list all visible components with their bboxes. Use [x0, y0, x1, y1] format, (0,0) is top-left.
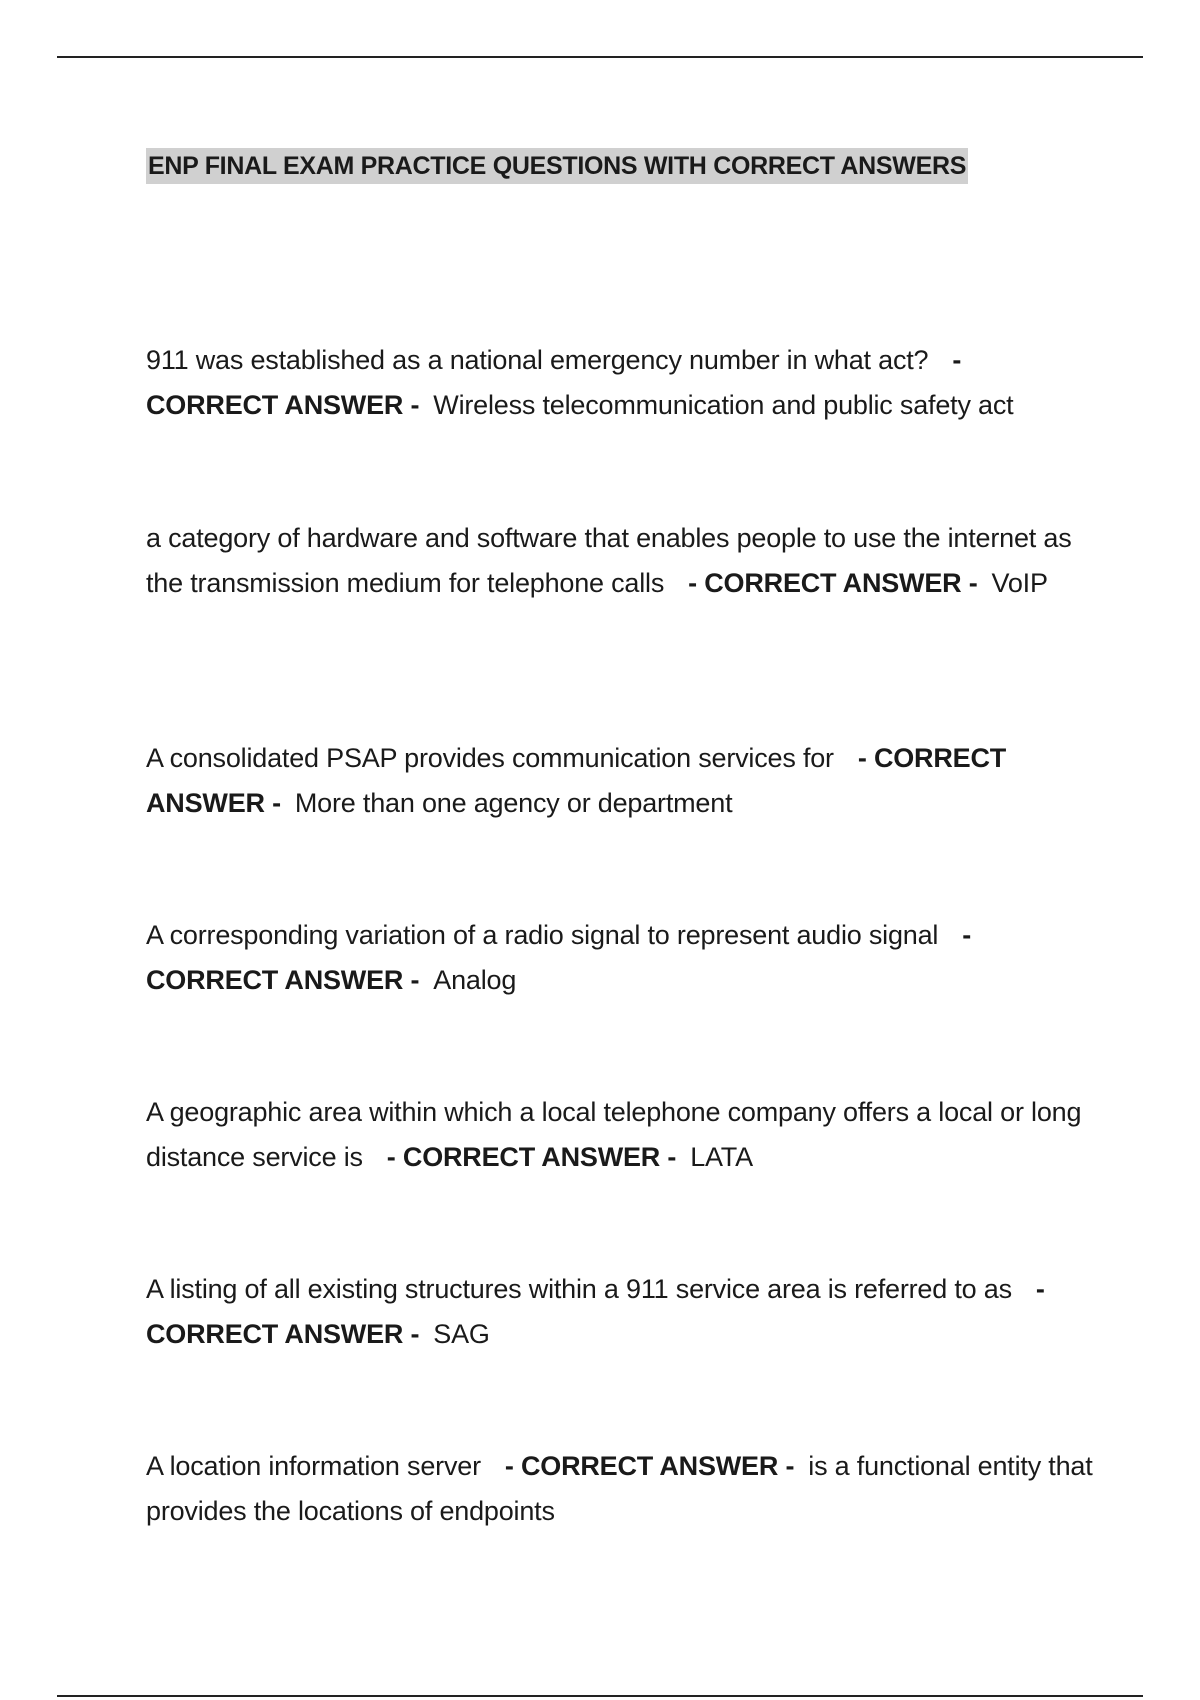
- correct-answer-separator: - CORRECT ANSWER -: [146, 920, 972, 995]
- correct-answer-separator: - CORRECT ANSWER -: [504, 1451, 795, 1481]
- question-text: A location information server: [146, 1451, 481, 1481]
- correct-answer-separator: - CORRECT ANSWER -: [688, 568, 978, 598]
- question-text: A consolidated PSAP provides communication services for: [146, 743, 834, 773]
- qa-item: [146, 338, 1096, 428]
- correct-answer-separator: - CORRECT ANSWER -: [146, 743, 1007, 818]
- correct-answer-separator: - CORRECT ANSWER -: [386, 1142, 677, 1172]
- footer-rule: [57, 1695, 1143, 1697]
- question-text: a category of hardware and software that enables people to use the internet as the transmission medium for telephone calls: [146, 523, 1072, 598]
- header-rule: [57, 56, 1143, 58]
- question-text: A corresponding variation of a radio signal to represent audio signal: [146, 920, 939, 950]
- answer-text: SAG: [433, 1319, 490, 1349]
- qa-item: [146, 913, 1096, 1003]
- answer-text: Analog: [433, 965, 517, 995]
- document-title: ENP FINAL EXAM PRACTICE QUESTIONS WITH CORRECT ANSWERS: [146, 148, 968, 184]
- answer-text: More than one agency or department: [294, 788, 733, 818]
- qa-item: [146, 1267, 1096, 1357]
- correct-answer-separator: - CORRECT ANSWER -: [146, 345, 962, 420]
- correct-answer-separator: - CORRECT ANSWER -: [146, 1274, 1045, 1349]
- answer-text: VoIP: [991, 568, 1048, 598]
- answer-text: Wireless telecommunication and public safety act: [433, 390, 1014, 420]
- qa-item: [146, 736, 1096, 826]
- question-text: A geographic area within which a local telephone company offers a local or long distance service is: [146, 1097, 1082, 1172]
- answer-text: LATA: [690, 1142, 753, 1172]
- qa-item: [146, 1090, 1096, 1180]
- answer-text: is a functional entity that provides the locations of endpoints: [146, 1451, 1093, 1526]
- qa-item: [146, 1444, 1096, 1534]
- qa-item: [146, 516, 1096, 606]
- question-text: A listing of all existing structures within a 911 service area is referred to as: [146, 1274, 1012, 1304]
- question-text: 911 was established as a national emergency number in what act?: [146, 345, 929, 375]
